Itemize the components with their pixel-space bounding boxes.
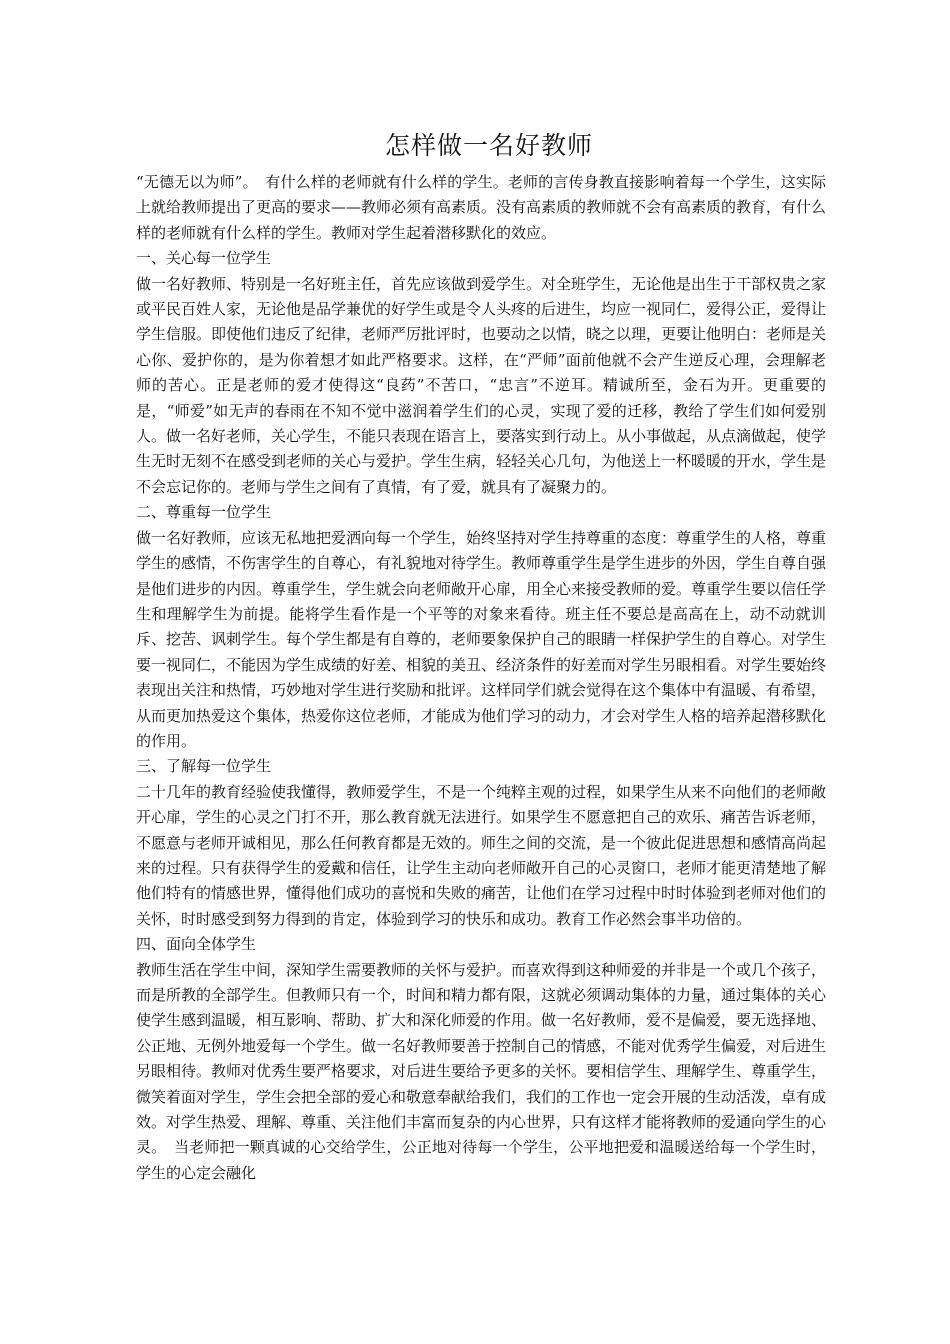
section-body: 二十几年的教育经验使我懂得，教师爱学生，不是一个纯粹主观的过程，如果学生从来不向他们的老师敞开心扉，学生的心灵之门打不开，那么教育就无法进行。如果学生不愿意把自己的欢乐、痛苦告诉老师，不愿意与老师开诚相见，那么任何教育都是无效的。师生之间的交流，是一个彼此促进思想和感情高尚起来的过程。只有获得学生的爱戴和信任，让学生主动向老师敞开自己的心灵窗口，老师才能更清楚地了解他们特有的情感世界，懂得他们成功的喜悦和失败的痛苦，让他们在学习过程中时时体验到老师对他们的关怀，时时感受到努力得到的肯定，体验到学习的快乐和成功。教育工作必然会事半功倍的。: [136, 782, 827, 928]
intro-paragraph: “无德无以为师”。 有什么样的老师就有什么样的学生。老师的言传身教直接影响着每一个学生，这实际上就给教师提出了更高的要求——教师必须有高素质。没有高素质的教师就不会有高素质的教育，有什么样的老师就有什么样的学生。教师对学生起着潜移默化的效应。: [136, 173, 827, 242]
section-body: 做一名好教师，应该无私地把爱洒向每一个学生，始终坚持对学生持尊重的态度：尊重学生的人格，尊重学生的感情，不伤害学生的自尊心，有礼貌地对待学生。教师尊重学生是学生进步的外因，学生自尊自强是他们进步的内因。尊重学生，学生就会向老师敞开心扉，用全心来接受教师的爱。尊重学生要以信任学生和理解学生为前提。能将学生看作是一个平等的对象来看待。班主任不要总是高高在上，动不动就训斥、挖苦、讽刺学生。每个学生都是有自尊的，老师要象保护自己的眼睛一样保护学生的自尊心。对学生要一视同仁，不能因为学生成绩的好差、相貌的美丑、经济条件的好差而对学生另眼相看。对学生要始终表现出关注和热情，巧妙地对学生进行奖励和批评。这样同学们就会觉得在这个集体中有温暖、有希望，从而更加热爱这个集体，热爱你这位老师，才能成为他们学习的动力，才会对学生人格的培养起潜移默化的作用。: [136, 528, 827, 750]
section-body: 教师生活在学生中间，深知学生需要教师的关怀与爱护。而喜欢得到这种师爱的并非是一个或几个孩子，而是所教的全部学生。但教师只有一个，时间和精力都有限，这就必须调动集体的力量，通过集体的关心使学生感到温暖，相互影响、帮助、扩大和深化师爱的作用。做一名好教师，爱不是偏爱，要无选择地、公正地、无例外地爱每一个学生。做一名好教师要善于控制自己的情感，不能对优秀学生偏爱，对后进生另眼相待。教师对优秀生要严格要求，对后进生要给予更多的关怀。要相信学生、理解学生、尊重学生，微笑着面对学生，学生会把全部的爱心和敬意奉献给我们，我们的工作也一定会开展的生动活泼，卓有成效。对学生热爱、理解、尊重、关注他们丰富而复杂的内心世界，只有这样才能将教师的爱通向学生的心灵。 当老师把一颗真诚的心交给学生，公正地对待每一个学生，公平地把爱和温暖送给每一个学生时，学生的心定会融化: [136, 960, 827, 1182]
section-care: [136, 246, 826, 500]
document-page: [136, 128, 826, 1186]
section-heading: 三、了解每一位学生: [136, 757, 272, 776]
section-heading: 四、面向全体学生: [136, 935, 257, 954]
section-body: 做一名好教师、特别是一名好班主任，首先应该做到爱学生。对全班学生，无论他是出生于干部权贵之家或平民百姓人家，无论他是品学兼优的好学生或是令人头疼的后进生，均应一视同仁，爱得公正，爱得让学生信服。即使他们违反了纪律，老师严厉批评时，也要动之以情，晓之以理，更要让他明白：老师是关心你、爱护你的，是为你着想才如此严格要求。这样，在“严师”面前他就不会产生逆反心理，会理解老师的苦心。正是老师的爱才使得这“良药”不苦口，“忠言”不逆耳。精诚所至，金石为开。更重要的是，“师爱”如无声的春雨在不知不觉中滋润着学生们的心灵，实现了爱的迁移，教给了学生们如何爱别人。做一名好老师，关心学生，不能只表现在语言上，要落实到行动上。从小事做起，从点滴做起，使学生无时无刻不在感受到老师的关心与爱护。学生生病，轻轻关心几句，为他送上一杯暖暖的开水，学生是不会忘记你的。老师与学生之间有了真情，有了爱，就具有了凝聚力的。: [136, 274, 827, 496]
section-understand: [136, 754, 826, 932]
section-heading: 二、尊重每一位学生: [136, 503, 272, 522]
section-heading: 一、关心每一位学生: [136, 249, 272, 268]
page-title: 怎样做一名好教师: [384, 131, 593, 160]
section-all-students: [136, 932, 826, 1186]
section-respect: [136, 500, 826, 754]
